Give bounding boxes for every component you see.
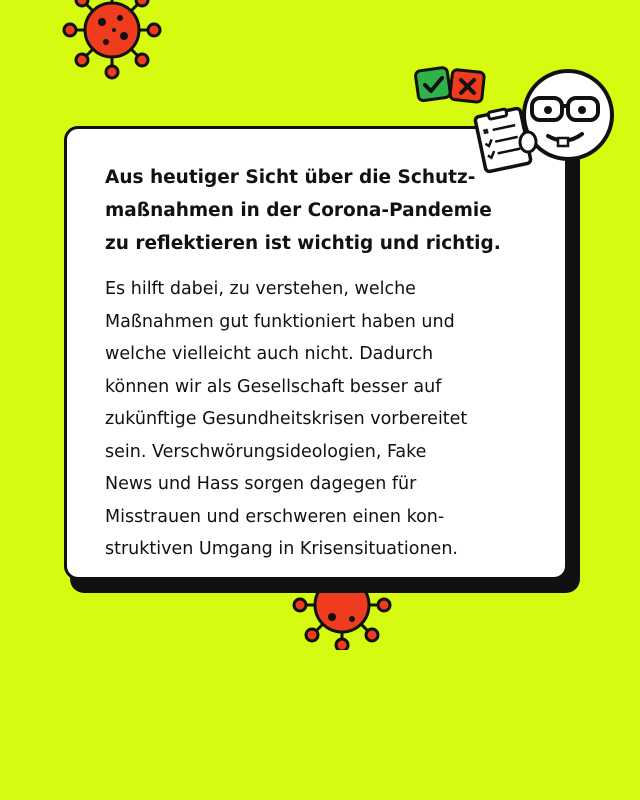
body-line: Es hilft dabei, zu verstehen, welche bbox=[105, 279, 416, 299]
body-paragraph bbox=[105, 273, 545, 566]
body-line: können wir als Gesellschaft besser auf bbox=[105, 376, 442, 397]
body-line: welche vielleicht auch nicht. Dadurch bbox=[105, 344, 434, 364]
headline bbox=[105, 161, 525, 260]
body-line: zukünftige Gesundheitskrisen vorbereitet bbox=[105, 409, 468, 429]
headline-line: maßnahmen in der Corona-Pandemie bbox=[105, 200, 492, 221]
headline-line: Aus heutiger Sicht über die Schutz- bbox=[105, 167, 476, 188]
virus-icon bbox=[62, 0, 162, 80]
body-line: struktiven Umgang in Krisensituationen. bbox=[105, 539, 458, 559]
body-line: Misstrauen und erschweren einen kon- bbox=[105, 506, 445, 527]
body-line: News und Hass sorgen dagegen für bbox=[105, 474, 417, 494]
nerd-face-icon bbox=[470, 60, 630, 180]
body-line: Maßnahmen gut funktioniert haben und bbox=[105, 311, 455, 332]
text-card bbox=[64, 126, 568, 580]
headline-line: zu reflektieren ist wichtig und richtig. bbox=[105, 233, 501, 254]
body-line: sein. Verschwörungsideologien, Fake bbox=[105, 441, 427, 462]
